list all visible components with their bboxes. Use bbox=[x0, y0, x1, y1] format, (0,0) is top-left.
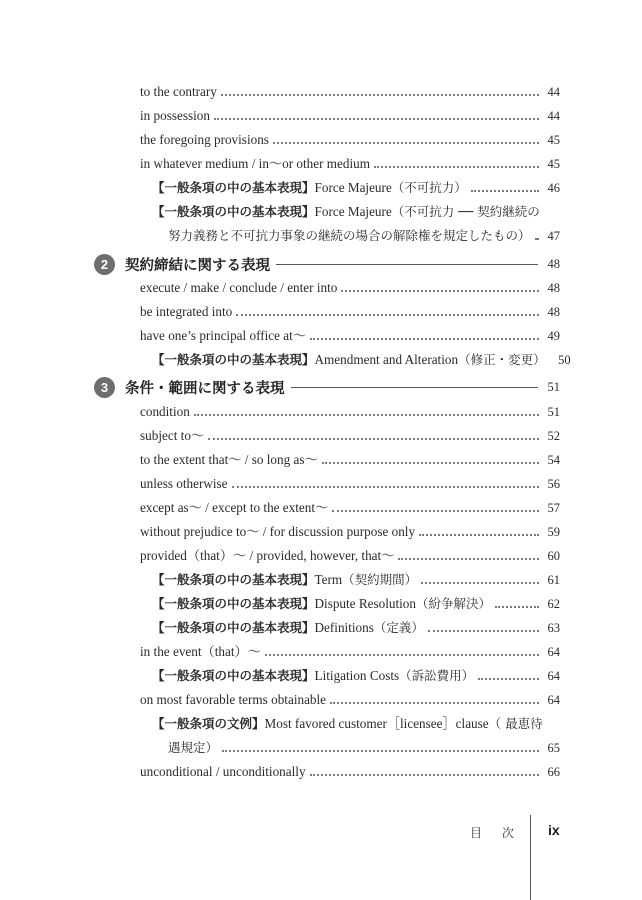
toc-entry-text: have one’s principal office at～ bbox=[140, 328, 307, 343]
clause-tag: 【一般条項の中の基本表現】 bbox=[152, 352, 315, 367]
leader-dots bbox=[332, 509, 539, 512]
toc-entry-jp-text: （契約期間） bbox=[342, 572, 418, 587]
toc-page-number: 62 bbox=[547, 597, 560, 611]
leader-dots bbox=[421, 581, 539, 584]
toc-page-number: 52 bbox=[547, 429, 560, 443]
toc-page-number: 61 bbox=[547, 573, 560, 587]
leader-dots bbox=[322, 461, 539, 464]
toc-entry[interactable] bbox=[140, 128, 560, 148]
leader-dots bbox=[310, 337, 539, 340]
toc-entry[interactable] bbox=[140, 472, 560, 492]
toc-entry-text: on most favorable terms obtainable bbox=[140, 692, 327, 707]
leader-dots bbox=[419, 533, 539, 536]
toc-entry-jp-text: （訴訟費用） bbox=[399, 668, 475, 683]
toc-entry-text: unconditional / unconditionally bbox=[140, 764, 306, 779]
toc-page-number: 51 bbox=[547, 379, 560, 394]
leader-dots bbox=[341, 289, 539, 292]
footer-divider bbox=[530, 815, 531, 900]
toc-entry[interactable] bbox=[140, 324, 560, 344]
toc-general-clause-entry[interactable] bbox=[152, 348, 571, 368]
clause-tag: 【一般条項の中の基本表現】 bbox=[152, 596, 315, 611]
leader-dots bbox=[265, 653, 539, 656]
leader-dots bbox=[310, 773, 539, 776]
toc-page-number: 57 bbox=[547, 501, 560, 515]
toc-entry-text: Amendment and Alteration bbox=[314, 352, 459, 367]
clause-tag: 【一般条項の中の基本表現】 bbox=[152, 572, 315, 587]
toc-entry-jp-text: （ 最恵待 bbox=[488, 716, 543, 731]
toc-entry[interactable] bbox=[140, 80, 560, 100]
leader-dots bbox=[535, 237, 539, 240]
leader-dots bbox=[232, 485, 539, 488]
leader-dots bbox=[208, 437, 539, 440]
toc-general-clause-entry[interactable] bbox=[152, 176, 560, 196]
toc-entry-jp-text: 遇規定） bbox=[168, 740, 219, 755]
toc-general-clause-entry[interactable] bbox=[152, 712, 560, 732]
toc-entry-text: be integrated into bbox=[140, 304, 233, 319]
leader-dots bbox=[374, 165, 539, 168]
section-title: 条件・範囲に関する表現 bbox=[125, 380, 285, 397]
clause-tag: 【一般条項の中の基本表現】 bbox=[152, 180, 315, 195]
leader-dots bbox=[428, 629, 539, 632]
toc-entry-text: Dispute Resolution bbox=[314, 596, 416, 611]
section-rule bbox=[276, 264, 538, 265]
toc-entry-jp-text: （不可抗力 ── 契約継続の bbox=[391, 204, 540, 219]
toc-page-number: 66 bbox=[547, 765, 560, 779]
leader-dots bbox=[222, 749, 539, 752]
toc-entry[interactable] bbox=[140, 104, 560, 124]
toc-entry-text: without prejudice to～ / for discussion purpose only bbox=[140, 524, 416, 539]
toc-page-number: 48 bbox=[547, 281, 560, 295]
toc-general-clause-entry[interactable] bbox=[152, 664, 560, 684]
clause-tag: 【一般条項の中の基本表現】 bbox=[152, 204, 315, 219]
toc-entry-text: Term bbox=[314, 572, 343, 587]
toc-entry-text: Definitions bbox=[314, 620, 374, 635]
toc-general-clause-entry[interactable] bbox=[152, 616, 560, 636]
toc-entry[interactable] bbox=[140, 400, 560, 420]
toc-page-number: 64 bbox=[547, 669, 560, 683]
toc-entry-jp-text: 努力義務と不可抗力事象の継続の場合の解除権を規定したもの） bbox=[168, 228, 531, 243]
toc-page-number: 64 bbox=[547, 645, 560, 659]
leader-dots bbox=[236, 313, 539, 316]
toc-page-number: 64 bbox=[547, 693, 560, 707]
section-rule bbox=[291, 387, 539, 388]
toc-entry-text: except as～ / except to the extent～ bbox=[140, 500, 329, 515]
leader-dots bbox=[398, 557, 539, 560]
toc-page-number: 46 bbox=[547, 181, 560, 195]
section-title: 契約締結に関する表現 bbox=[125, 257, 270, 274]
leader-dots bbox=[194, 413, 539, 416]
toc-section-heading[interactable] bbox=[94, 376, 560, 398]
toc-section-heading[interactable] bbox=[94, 253, 560, 275]
toc-entry[interactable] bbox=[140, 760, 560, 780]
clause-tag: 【一般条項の中の基本表現】 bbox=[152, 620, 315, 635]
toc-entry-text: in possession bbox=[140, 108, 210, 123]
clause-tag: 【一般条項の中の基本表現】 bbox=[152, 668, 315, 683]
toc-entry-text: in the event（that）～ bbox=[140, 644, 261, 659]
toc-entry-jp-text: （紛争解決） bbox=[416, 596, 492, 611]
toc-general-clause-entry[interactable] bbox=[152, 592, 560, 612]
toc-entry-text: Force Majeure bbox=[314, 204, 392, 219]
toc-entry-text: Force Majeure bbox=[314, 180, 392, 195]
toc-page-number: 48 bbox=[547, 256, 560, 271]
toc-entry-jp-text: （修正・変更） bbox=[458, 352, 546, 367]
toc-entry[interactable] bbox=[140, 640, 560, 660]
toc-entry-text: Litigation Costs bbox=[314, 668, 400, 683]
toc-page-number: 44 bbox=[547, 109, 560, 123]
toc-entry-jp-text: （不可抗力） bbox=[391, 180, 467, 195]
toc-page-number: 65 bbox=[547, 741, 560, 755]
leader-dots bbox=[330, 701, 539, 704]
leader-dots bbox=[221, 93, 539, 96]
toc-entry-text: to the contrary bbox=[140, 84, 217, 99]
toc-page-number: 48 bbox=[547, 305, 560, 319]
toc-entry[interactable] bbox=[140, 300, 560, 320]
section-number-badge: 2 bbox=[94, 254, 115, 275]
toc-entry-text: the foregoing provisions bbox=[140, 132, 269, 147]
running-footer-label: 目 次 bbox=[470, 826, 522, 840]
toc-page-number: 60 bbox=[547, 549, 560, 563]
leader-dots bbox=[471, 189, 539, 192]
toc-entry[interactable] bbox=[140, 496, 560, 516]
leader-dots bbox=[273, 141, 539, 144]
toc-page-number: 47 bbox=[547, 229, 560, 243]
toc-entry[interactable] bbox=[140, 424, 560, 444]
toc-general-clause-entry[interactable] bbox=[152, 200, 560, 220]
toc-page-number: 56 bbox=[547, 477, 560, 491]
toc-entry-text: to the extent that～ / so long as～ bbox=[140, 452, 318, 467]
toc-entry-continuation[interactable] bbox=[168, 224, 560, 244]
toc-page-number: 45 bbox=[547, 133, 560, 147]
toc-entry-continuation[interactable] bbox=[168, 736, 560, 756]
toc-page-number: 63 bbox=[547, 621, 560, 635]
toc-entry[interactable] bbox=[140, 448, 560, 468]
toc-page-number: 51 bbox=[547, 405, 560, 419]
toc-entry[interactable] bbox=[140, 520, 560, 540]
toc-entry-text: provided（that）～ / provided, however, that～ bbox=[140, 548, 395, 563]
toc-page-number: 50 bbox=[558, 353, 571, 367]
toc-page-number: 54 bbox=[547, 453, 560, 467]
clause-tag: 【一般条項の文例】 bbox=[152, 716, 265, 731]
toc-page-number: 44 bbox=[547, 85, 560, 99]
leader-dots bbox=[478, 677, 539, 680]
toc-entry-text: subject to～ bbox=[140, 428, 205, 443]
toc-page-number: 45 bbox=[547, 157, 560, 171]
page-number: ix bbox=[548, 822, 560, 838]
toc-page-number: 59 bbox=[547, 525, 560, 539]
toc-entry-text: in whatever medium / in～or other medium bbox=[140, 156, 370, 171]
toc-entry-text: unless otherwise bbox=[140, 476, 228, 491]
toc-entry[interactable] bbox=[140, 688, 560, 708]
leader-dots bbox=[495, 605, 539, 608]
toc-entry-text: Most favored customer［licensee］clause bbox=[264, 716, 489, 731]
toc-entry-jp-text: （定義） bbox=[373, 620, 424, 635]
toc-general-clause-entry[interactable] bbox=[152, 568, 560, 588]
toc-entry[interactable] bbox=[140, 544, 560, 564]
toc-entry[interactable] bbox=[140, 152, 560, 172]
toc-page-number: 49 bbox=[547, 329, 560, 343]
toc-entry-text: execute / make / conclude / enter into bbox=[140, 280, 338, 295]
toc-entry[interactable] bbox=[140, 276, 560, 296]
toc-entry-text: condition bbox=[140, 404, 190, 419]
leader-dots bbox=[214, 117, 539, 120]
section-number-badge: 3 bbox=[94, 377, 115, 398]
